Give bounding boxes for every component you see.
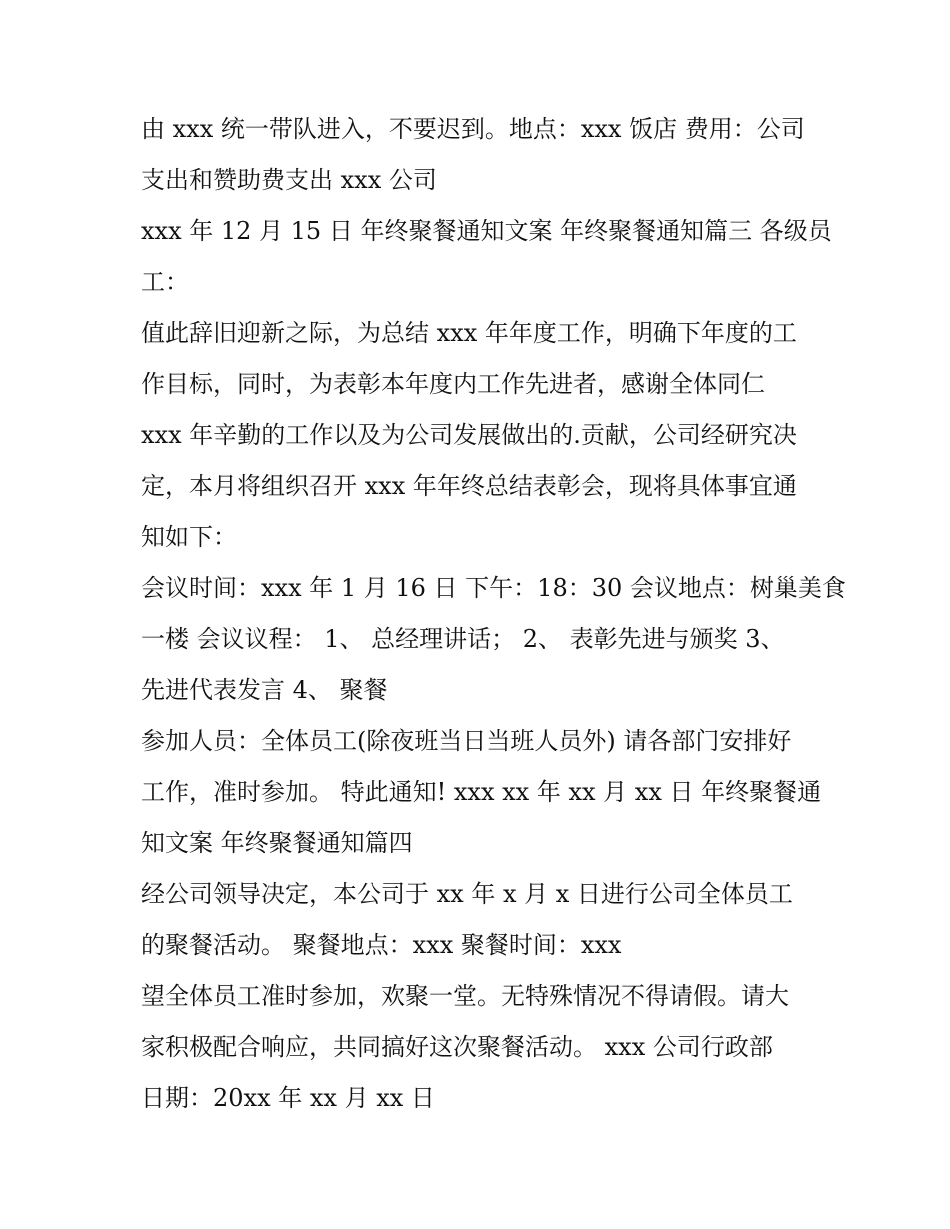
text-line: 一楼 会议议程： 1、 总经理讲话； 2、 表彰先进与颁奖 3、	[141, 625, 785, 653]
text-line: xxx 年 12 月 15 日 年终聚餐通知文案 年终聚餐通知篇三 各级员	[141, 217, 832, 245]
text-line: 作目标，同时，为表彰本年度内工作先进者，感谢全体同仁	[141, 370, 765, 398]
text-line: 会议时间：xxx 年 1 月 16 日 下午：18：30 会议地点：树巢美食	[141, 574, 846, 602]
text-line: 值此辞旧迎新之际，为总结 xxx 年年度工作，明确下年度的工	[141, 319, 797, 347]
text-line: 家积极配合响应，共同搞好这次聚餐活动。 xxx 公司行政部	[141, 1033, 773, 1061]
document-body	[141, 104, 846, 1124]
text-line: 日期：20xx 年 xx 月 xx 日	[141, 1084, 435, 1112]
text-line: 由 xxx 统一带队进入，不要迟到。地点：xxx 饭店 费用：公司	[141, 115, 805, 143]
text-line: 知文案 年终聚餐通知篇四	[141, 829, 413, 857]
text-line: 望全体员工准时参加，欢聚一堂。无特殊情况不得请假。请大	[141, 982, 789, 1010]
text-line: 经公司领导决定，本公司于 xx 年 x 月 x 日进行公司全体员工	[141, 880, 793, 908]
text-line: 先进代表发言 4、 聚餐	[141, 676, 388, 704]
text-line: 工作，准时参加。 特此通知! xxx xx 年 xx 月 xx 日 年终聚餐通	[141, 778, 822, 806]
text-line: xxx 年辛勤的工作以及为公司发展做出的.贡献，公司经研究决	[141, 421, 797, 449]
text-line: 参加人员：全体员工(除夜班当日当班人员外) 请各部门安排好	[141, 727, 792, 755]
text-line: 的聚餐活动。 聚餐地点：xxx 聚餐时间：xxx	[141, 931, 622, 959]
text-line: 支出和赞助费支出 xxx 公司	[141, 166, 437, 194]
text-line: 工：	[141, 268, 189, 296]
text-line: 定，本月将组织召开 xxx 年年终总结表彰会，现将具体事宜通	[141, 472, 797, 500]
text-line: 知如下：	[141, 523, 237, 551]
